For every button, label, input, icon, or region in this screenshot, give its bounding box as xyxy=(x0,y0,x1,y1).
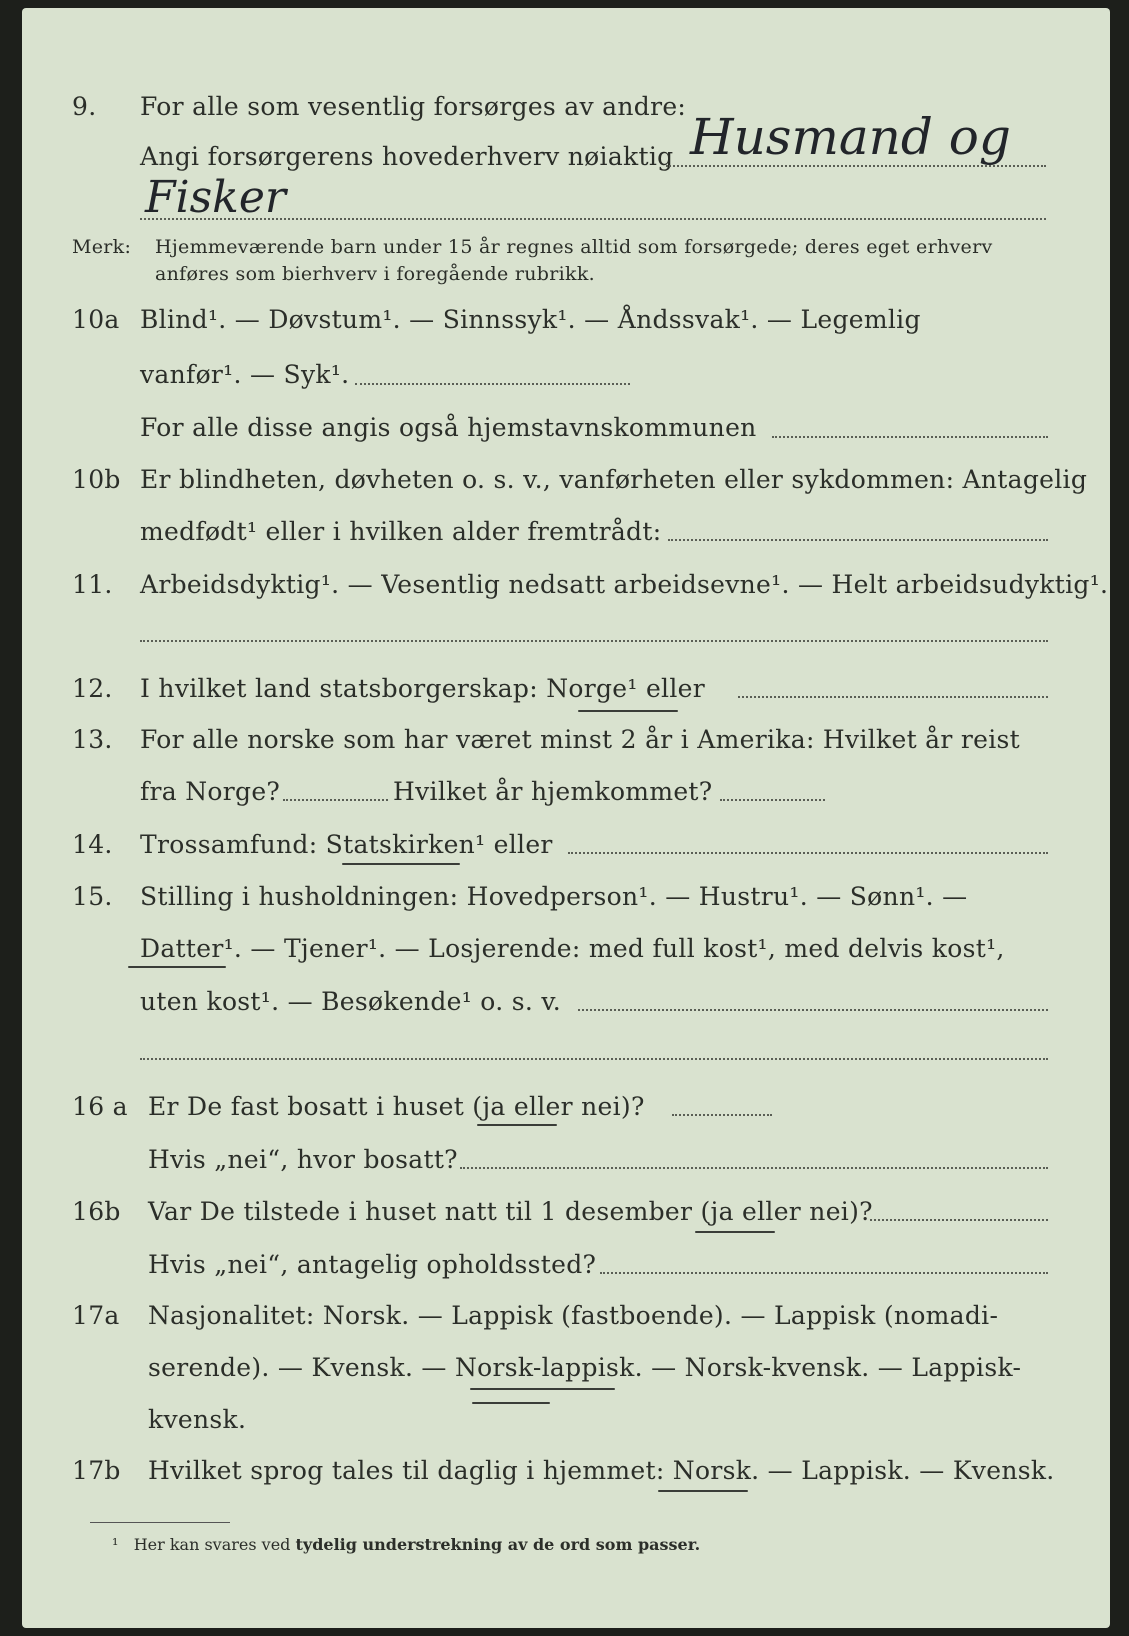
q11-answer-line[interactable] xyxy=(140,640,1048,642)
q17a-text2: serende). — Kvensk. — Norsk-lappisk. — Norsk-kvensk. — Lappisk- xyxy=(148,1353,1022,1382)
q9-text1: For alle som vesentlig forsørges av andre: xyxy=(140,92,687,121)
q15-number: 15. xyxy=(72,882,113,911)
q16a-text2: Hvis „nei“, hvor bosatt? xyxy=(148,1145,458,1174)
q17a-text3: kvensk. xyxy=(148,1405,247,1434)
q16b-ja-underline xyxy=(695,1231,775,1233)
q16a-answer-line[interactable] xyxy=(672,1114,772,1116)
q10b-text2: medfødt¹ eller i hvilken alder fremtrådt: xyxy=(140,517,662,546)
q16a-number: 16 a xyxy=(72,1092,128,1121)
q15-text2: Datter¹. — Tjener¹. — Losjerende: med full kost¹, med delvis kost¹, xyxy=(140,934,1005,963)
q17b-text1: Hvilket sprog tales til daglig i hjemmet: Norsk. — Lappisk. — Kvensk. xyxy=(148,1456,1055,1485)
q10b-answer-line[interactable] xyxy=(668,539,1048,541)
q10a-hjemstavn-line[interactable] xyxy=(772,436,1048,438)
merk-text2: anføres som bierhverv i foregående rubrikk. xyxy=(155,263,595,285)
q17a-norsk-lappisk-underline xyxy=(470,1388,615,1390)
footnote xyxy=(112,1535,700,1554)
q16b-text2: Hvis „nei“, antagelig opholdssted? xyxy=(148,1250,597,1279)
q13-reist-line[interactable] xyxy=(283,799,388,801)
q17a-text1: Nasjonalitet: Norsk. — Lappisk (fastboende). — Lappisk (nomadi- xyxy=(148,1301,999,1330)
merk-label: Merk: xyxy=(72,236,132,258)
q13-hjemkommet-line[interactable] xyxy=(720,799,825,801)
q15-text3: uten kost¹. — Besøkende¹ o. s. v. xyxy=(140,987,562,1016)
q13-text1: For alle norske som har været minst 2 år i Amerika: Hvilket år reist xyxy=(140,725,1021,754)
footnote-mark: ¹ xyxy=(112,1535,119,1554)
q9-text2: Angi forsørgerens hovederhverv nøiaktig xyxy=(140,142,674,171)
q14-number: 14. xyxy=(72,830,113,859)
merk-text1: Hjemmeværende barn under 15 år regnes alltid som forsørgede; deres eget erhverv xyxy=(155,236,993,258)
q16b-text1: Var De tilstede i huset natt til 1 desember (ja eller nei)? xyxy=(148,1197,873,1226)
footnote-text: Her kan svares ved xyxy=(133,1535,291,1554)
q10a-answer-line[interactable] xyxy=(355,383,630,385)
footnote-rule xyxy=(90,1522,230,1523)
q14-answer-line[interactable] xyxy=(568,852,1048,854)
q13-text2b: Hvilket år hjemkommet? xyxy=(393,777,713,806)
q15-text1: Stilling i husholdningen: Hovedperson¹. — Hustru¹. — Sønn¹. — xyxy=(140,882,968,911)
q14-text1: Trossamfund: Statskirken¹ eller xyxy=(140,830,553,859)
q17a-norsk-lappisk-underline2 xyxy=(472,1402,550,1404)
q10b-text1: Er blindheten, døvheten o. s. v., vanførheten eller sykdommen: Antagelig xyxy=(140,465,1088,494)
q9-number: 9. xyxy=(72,92,97,121)
q16a-ja-underline xyxy=(477,1124,557,1126)
q9-handwritten-answer1: Husmand og xyxy=(690,108,1011,166)
q16b-number: 16b xyxy=(72,1197,121,1226)
q10a-text2: vanfør¹. — Syk¹. xyxy=(140,360,350,389)
q15-answer-line1[interactable] xyxy=(578,1009,1048,1011)
q16b-opholdssted-line[interactable] xyxy=(600,1272,1048,1274)
q17a-number: 17a xyxy=(72,1301,120,1330)
q16a-bosatt-line[interactable] xyxy=(460,1167,1048,1169)
q14-statskirken-underline xyxy=(342,863,460,865)
q12-answer-line[interactable] xyxy=(738,696,1048,698)
q12-text1: I hvilket land statsborgerskap: Norge¹ eller xyxy=(140,674,705,703)
q10a-number: 10a xyxy=(72,305,120,334)
q11-text1: Arbeidsdyktig¹. — Vesentlig nedsatt arbeidsevne¹. — Helt arbeidsudyktig¹. xyxy=(140,570,1109,599)
q11-number: 11. xyxy=(72,570,113,599)
footnote-bold-text: tydelig understrekning av de ord som passer. xyxy=(295,1535,701,1554)
q12-number: 12. xyxy=(72,674,113,703)
q17b-number: 17b xyxy=(72,1456,121,1485)
q9-handwritten-answer2: Fisker xyxy=(145,172,286,223)
q13-number: 13. xyxy=(72,725,113,754)
q16a-text1: Er De fast bosatt i huset (ja eller nei)? xyxy=(148,1092,645,1121)
q12-norge-underline xyxy=(578,710,678,712)
q10a-text3: For alle disse angis også hjemstavnskommunen xyxy=(140,413,757,442)
q13-text2a: fra Norge? xyxy=(140,777,281,806)
q16b-answer-line[interactable] xyxy=(870,1219,1048,1221)
q15-answer-line2[interactable] xyxy=(140,1058,1048,1060)
q17b-norsk-underline xyxy=(658,1490,748,1492)
q10a-text1: Blind¹. — Døvstum¹. — Sinnssyk¹. — Åndssvak¹. — Legemlig xyxy=(140,305,921,334)
q10b-number: 10b xyxy=(72,465,121,494)
q15-datter-underline xyxy=(128,966,226,968)
